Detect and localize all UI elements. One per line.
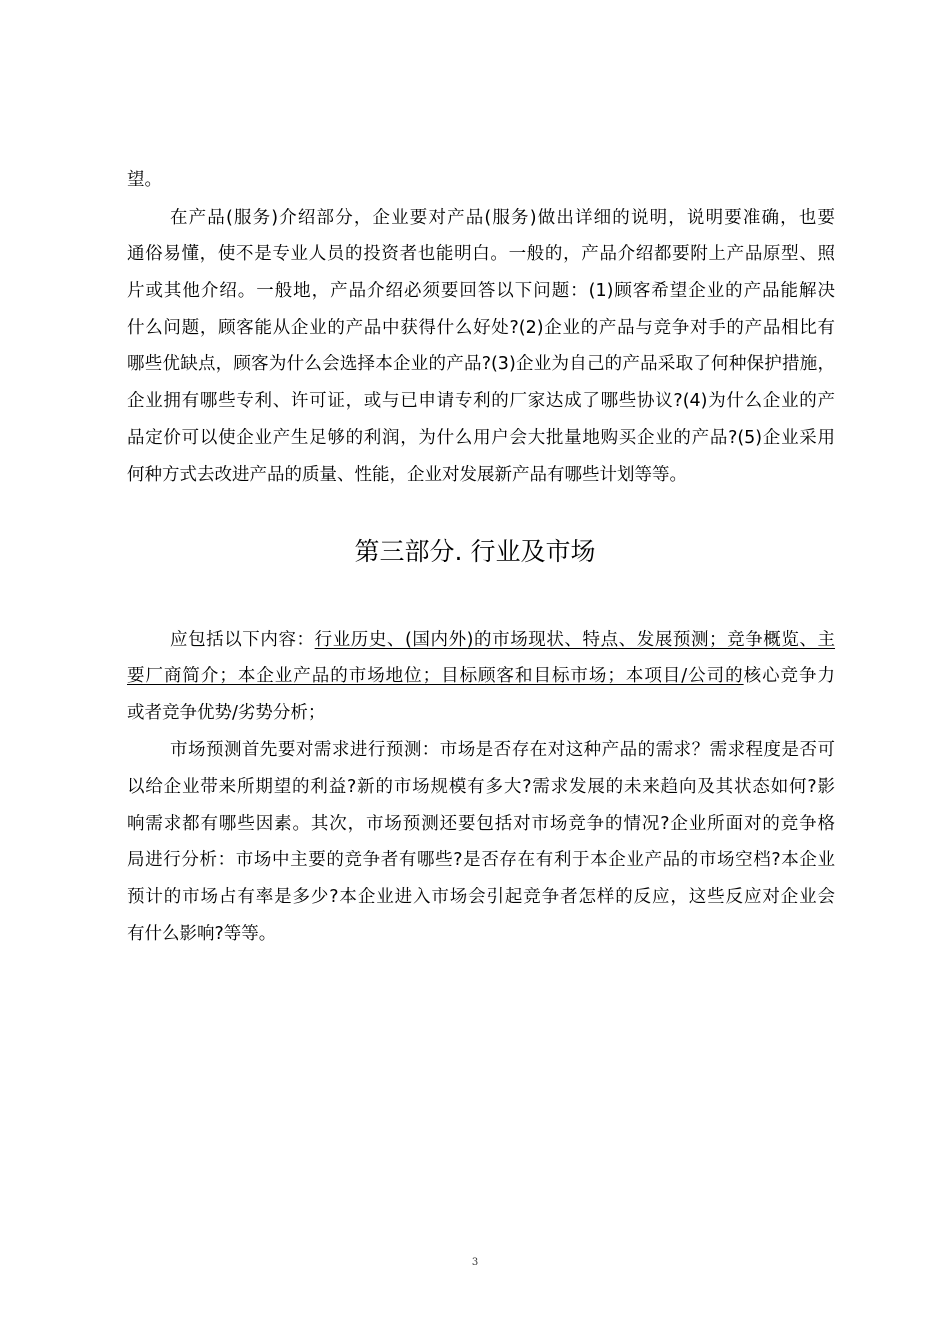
carry-over-line: 望。: [127, 170, 162, 190]
paragraph-line: 预计的市场占有率是多少?本企业进入市场会引起竞争者怎样的反应，这些反应对企业会: [127, 887, 835, 907]
paragraph-line: 在产品(服务)介绍部分，企业要对产品(服务)做出详细的说明，说明要准确，也要: [170, 208, 835, 228]
paragraph-line: 或者竞争优势/劣势分析；: [127, 703, 326, 723]
paragraph-line: [127, 664, 835, 688]
paragraph-line: 以给企业带来所期望的利益?新的市场规模有多大?需求发展的未来趋向及其状态如何?影: [127, 777, 835, 797]
paragraph-line: [170, 628, 835, 652]
paragraph-line: 品定价可以使企业产生足够的利润，为什么用户会大批量地购买企业的产品?(5)企业采用: [127, 428, 835, 448]
paragraph-line: 哪些优缺点，顾客为什么会选择本企业的产品?(3)企业为自己的产品采取了何种保护措施，: [127, 354, 835, 374]
paragraph-line: 局进行分析：市场中主要的竞争者有哪些?是否存在有利于本企业产品的市场空档?本企业: [127, 850, 835, 870]
paragraph-line: 市场预测首先要对需求进行预测：市场是否存在对这种产品的需求？需求程度是否可: [170, 740, 835, 760]
page-number: 3: [471, 1257, 479, 1268]
underlined-text: 行业历史、(国内外)的市场现状、特点、发展预测；竞争概览、主: [314, 630, 836, 650]
contents-tail-text: 核心竞争力: [743, 666, 835, 686]
section-heading: 第三部分. 行业及市场: [354, 537, 596, 566]
paragraph-line: 企业拥有哪些专利、许可证，或与已申请专利的厂家达成了哪些协议?(4)为什么企业的产: [127, 391, 835, 411]
contents-intro-text: 应包括以下内容：: [170, 630, 315, 650]
paragraph-line: 何种方式去改进产品的质量、性能，企业对发展新产品有哪些计划等等。: [127, 465, 687, 485]
paragraph-line: 通俗易懂，使不是专业人员的投资者也能明白。一般的，产品介绍都要附上产品原型、照: [127, 244, 835, 264]
paragraph-line: 什么问题，顾客能从企业的产品中获得什么好处?(2)企业的产品与竞争对手的产品相比有: [127, 318, 835, 338]
paragraph-line: 响需求都有哪些因素。其次，市场预测还要包括对市场竞争的情况?企业所面对的竞争格: [127, 814, 835, 834]
paragraph-line: 片或其他介绍。一般地，产品介绍必须要回答以下问题：(1)顾客希望企业的产品能解决: [127, 281, 835, 301]
paragraph-line: 有什么影响?等等。: [127, 924, 277, 944]
underlined-text: 要厂商简介；本企业产品的市场地位；目标顾客和目标市场；本项目/公司的: [127, 666, 744, 686]
